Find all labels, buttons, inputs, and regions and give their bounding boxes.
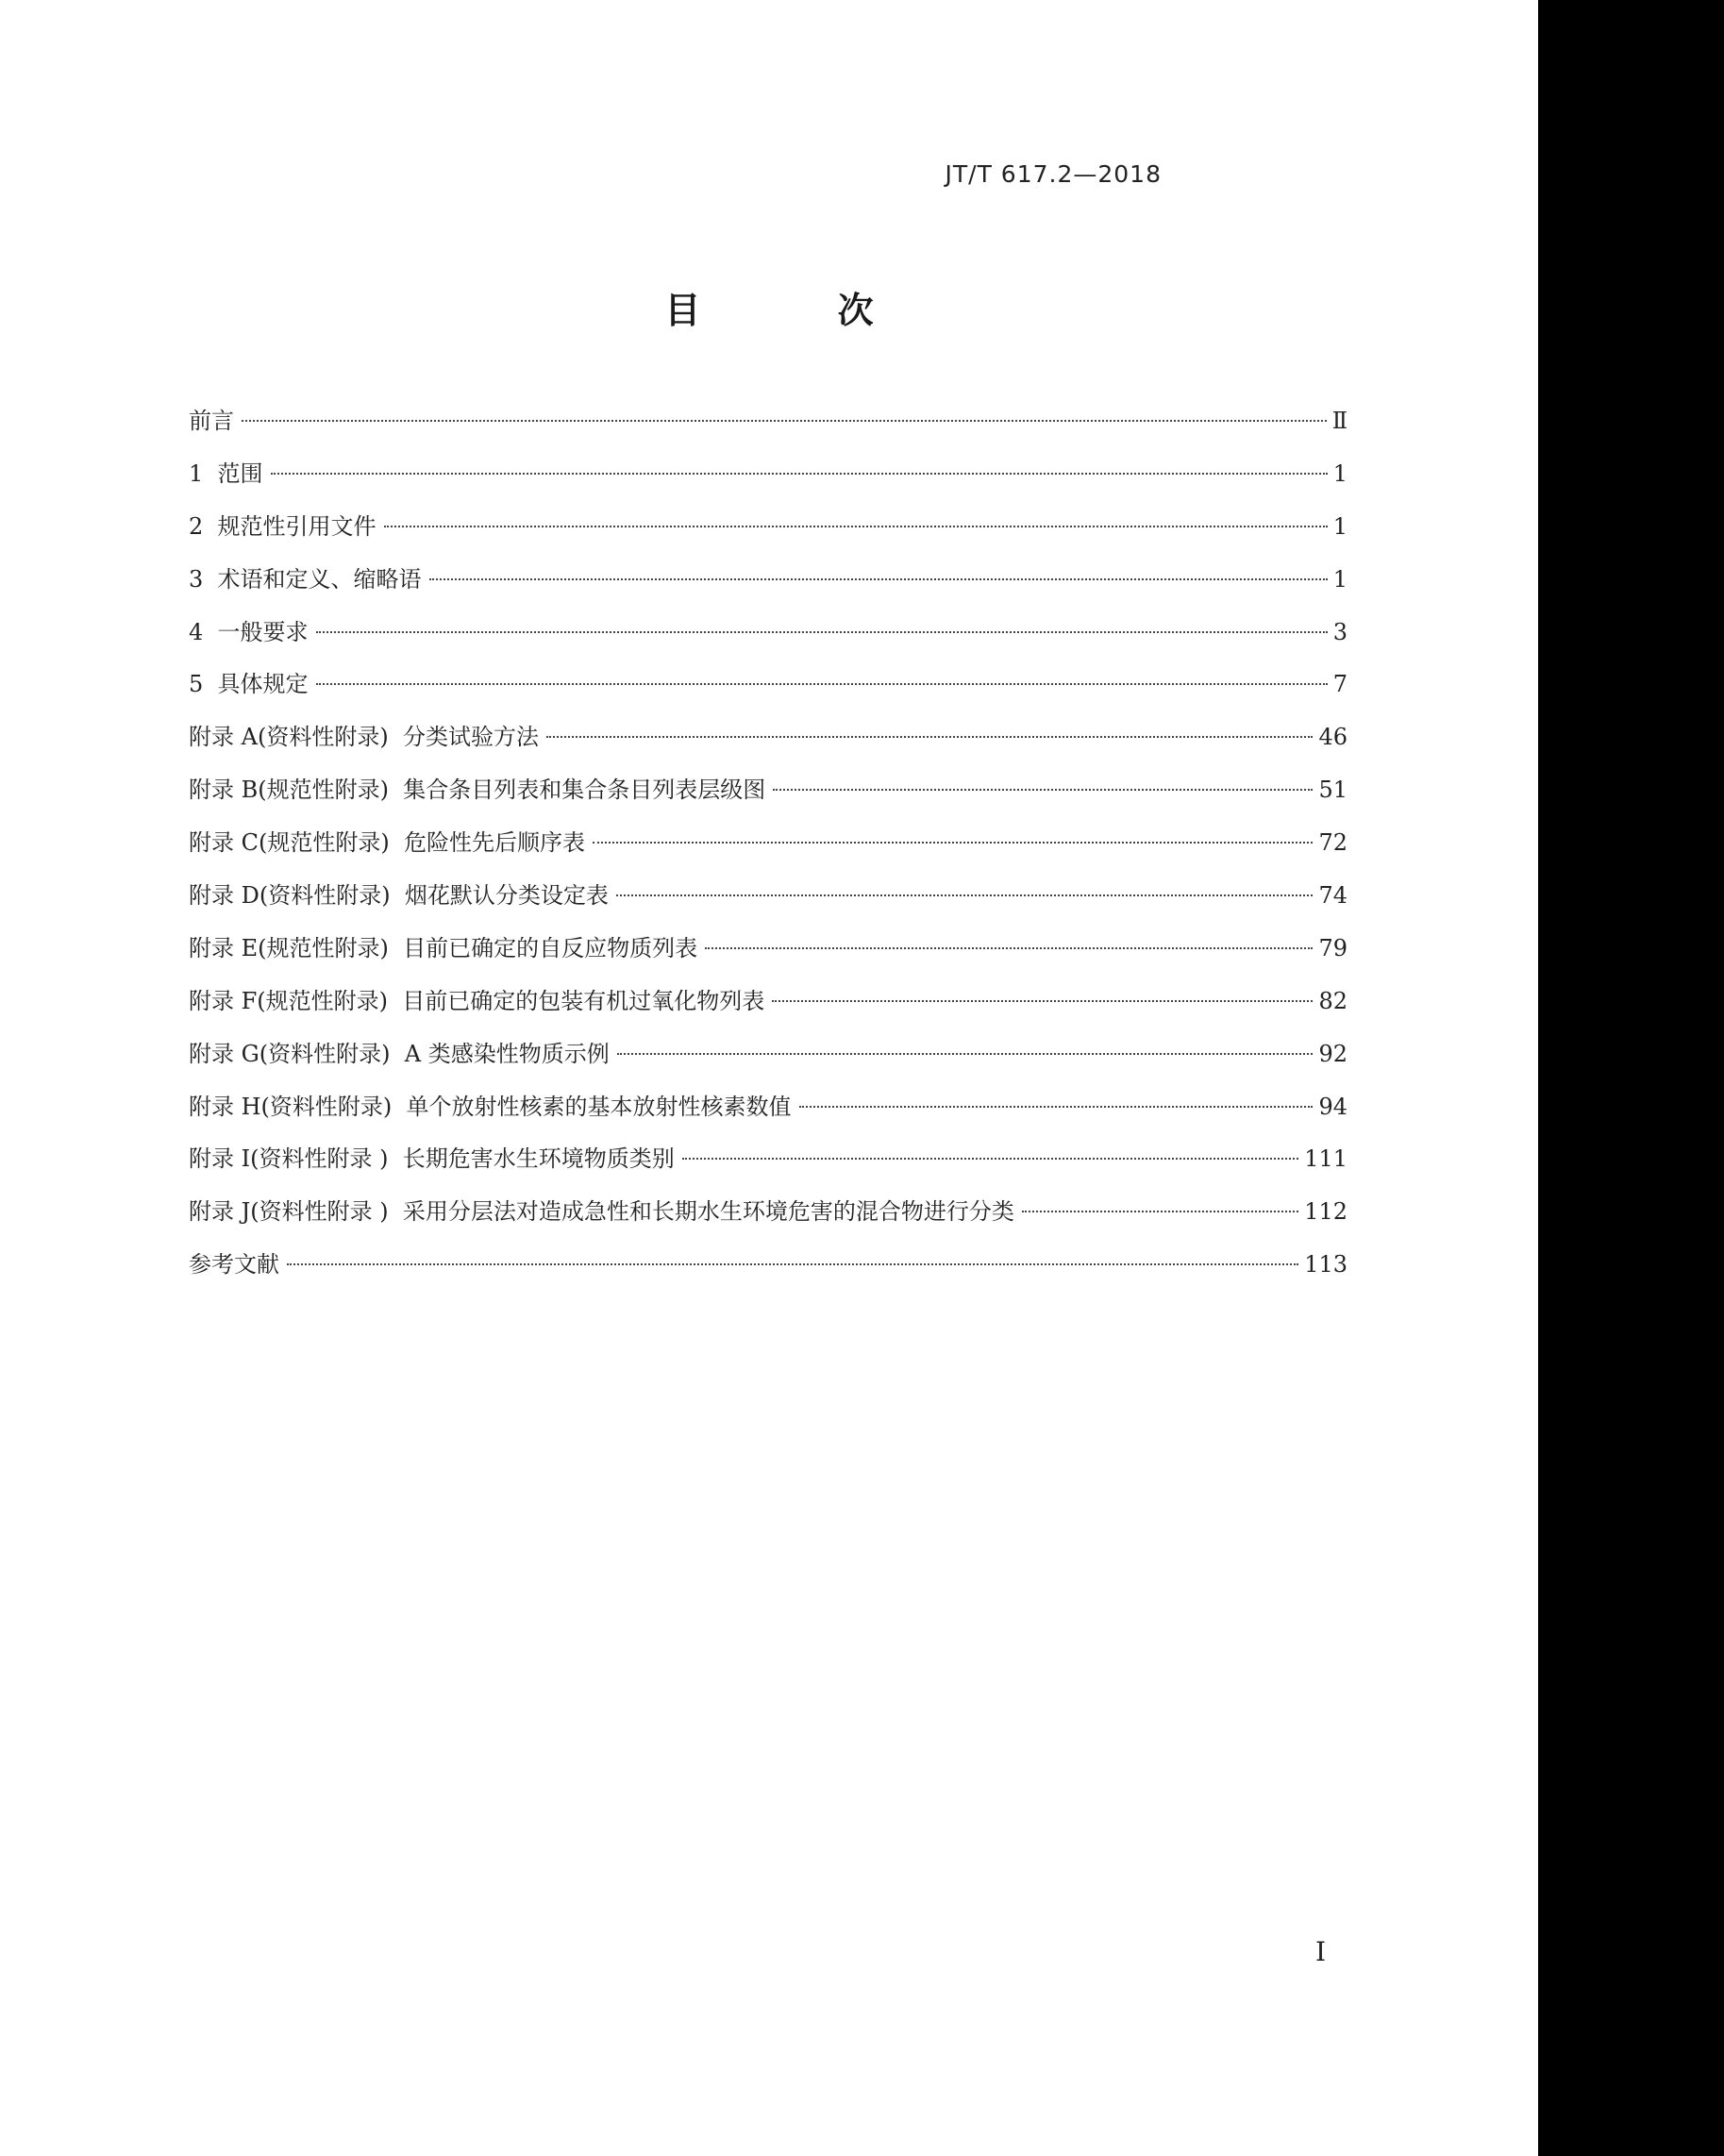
toc-entry-page: 72 [1318,829,1347,857]
toc-entry-terms-definitions[interactable] [189,560,1347,613]
toc-entry-page: 79 [1318,934,1347,961]
toc-entry-preface[interactable] [189,402,1347,455]
toc-entry-annex-b[interactable] [189,771,1347,824]
toc-dot-leader [287,1263,1298,1265]
toc-entry-label: 3 术语和定义、缩略语 [189,565,422,593]
toc-entry-annex-g[interactable] [189,1035,1347,1088]
toc-entry-page: 74 [1318,882,1347,910]
toc-dot-leader [617,1053,1314,1055]
toc-entry-label: 附录 A(资料性附录) 分类试验方法 [189,724,539,751]
toc-entry-page: 111 [1304,1145,1347,1173]
toc-entry-annex-d[interactable] [189,877,1347,929]
document-code: JT/T 617.2—2018 [945,160,1162,188]
toc-entry-page: 94 [1318,1093,1347,1120]
toc-dot-leader [384,526,1328,527]
scan-border [1538,0,1724,2156]
toc-entry-label: 参考文献 [189,1251,279,1279]
toc-entry-page: 46 [1318,724,1347,751]
toc-dot-leader [1022,1211,1298,1212]
toc-entry-general-requirements[interactable] [189,613,1347,666]
toc-entry-page: 1 [1332,512,1347,540]
toc-entry-label: 附录 B(规范性附录) 集合条目列表和集合条目列表层级图 [189,777,766,804]
toc-dot-leader [546,736,1314,738]
toc-entry-label: 附录 E(规范性附录) 目前已确定的自反应物质列表 [189,934,698,961]
toc-entry-label: 附录 G(资料性附录) A 类感染性物质示例 [189,1040,610,1067]
toc-dot-leader [773,789,1313,791]
toc-dot-leader [429,578,1328,580]
toc-entry-specific-provisions[interactable] [189,665,1347,718]
toc-entry-label: 附录 I(资料性附录 ) 长期危害水生环境物质类别 [189,1145,675,1173]
toc-entry-bibliography[interactable] [189,1245,1347,1298]
toc-dot-leader [616,894,1314,896]
toc-entry-page: 82 [1318,987,1347,1014]
toc-title: 目 次 [664,290,936,331]
toc-entry-annex-a[interactable] [189,718,1347,771]
toc-entry-label: 附录 D(资料性附录) 烟花默认分类设定表 [189,882,609,910]
toc-entry-annex-i[interactable] [189,1140,1347,1193]
toc-entry-annex-j[interactable] [189,1193,1347,1245]
toc-entry-label: 附录 F(规范性附录) 目前已确定的包装有机过氧化物列表 [189,987,765,1014]
toc-entry-label: 1 范围 [189,460,263,487]
table-of-contents [189,402,1347,1298]
page-number: I [1315,1936,1327,1967]
toc-entry-page: 3 [1332,618,1347,645]
toc-dot-leader [316,631,1328,633]
toc-dot-leader [772,1000,1313,1002]
toc-dot-leader [242,420,1327,422]
toc-entry-label: 附录 J(资料性附录 ) 采用分层法对造成急性和长期水生环境危害的混合物进行分类 [189,1198,1014,1226]
toc-entry-page: 112 [1304,1198,1347,1226]
toc-entry-annex-h[interactable] [189,1088,1347,1141]
toc-entry-page: 113 [1304,1251,1347,1279]
toc-dot-leader [682,1158,1298,1160]
toc-entry-annex-e[interactable] [189,929,1347,982]
toc-entry-label: 5 具体规定 [189,671,309,698]
toc-entry-label: 前言 [189,408,234,434]
toc-dot-leader [271,473,1328,475]
toc-entry-page: 1 [1332,565,1347,593]
toc-entry-annex-c[interactable] [189,824,1347,877]
toc-entry-page: 51 [1318,777,1347,804]
toc-entry-label: 附录 C(规范性附录) 危险性先后顺序表 [189,829,585,857]
toc-dot-leader [799,1106,1314,1108]
toc-entry-scope[interactable] [189,455,1347,508]
toc-dot-leader [316,683,1328,685]
toc-entry-label: 附录 H(资料性附录) 单个放射性核素的基本放射性核素数值 [189,1093,792,1120]
toc-entry-normative-references[interactable] [189,508,1347,560]
toc-entry-page: 92 [1318,1040,1347,1067]
toc-entry-label: 4 一般要求 [189,618,309,645]
toc-entry-page: Ⅱ [1331,408,1347,434]
toc-dot-leader [705,947,1313,949]
toc-entry-annex-f[interactable] [189,982,1347,1035]
toc-dot-leader [593,842,1313,844]
toc-entry-page: 7 [1332,671,1347,698]
toc-entry-label: 2 规范性引用文件 [189,512,377,540]
toc-entry-page: 1 [1332,460,1347,487]
